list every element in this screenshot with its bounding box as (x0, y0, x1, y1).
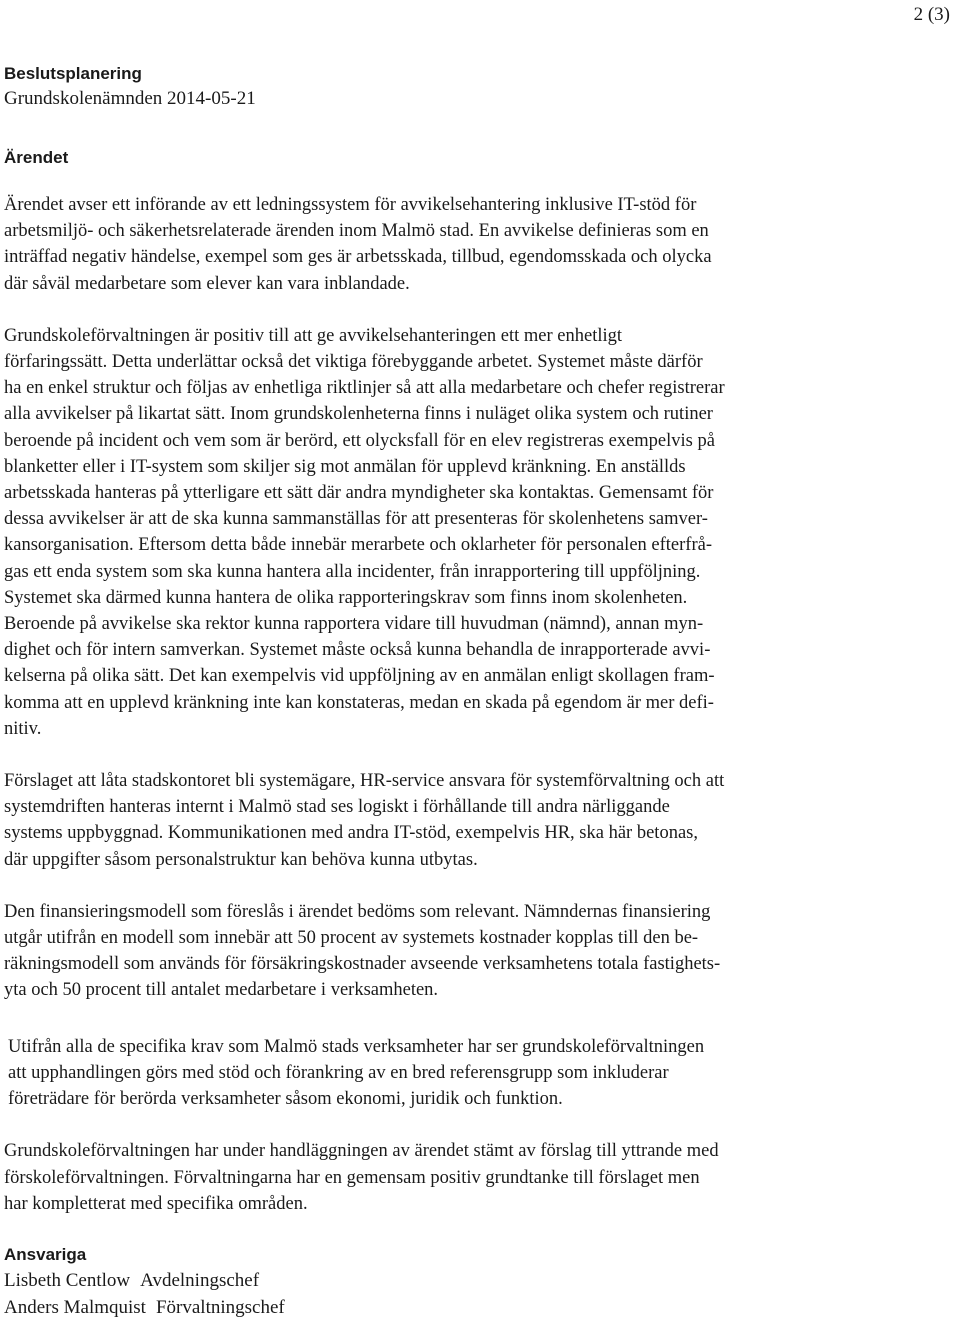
paragraph-line: dighet och för intern samverkan. Systemet måste också kunna behandla de inrapporterade avvi- (4, 640, 711, 661)
paragraph-line: yta och 50 procent till antalet medarbetare i verksamheten. (4, 980, 439, 1001)
paragraph-line: kelserna på olika sätt. Det kan exempelvis vid uppföljning av en anmälan enligt skollagen fram- (4, 666, 715, 687)
paragraph-line: företrädare för berörda verksamheter såsom ekonomi, juridik och funktion. (8, 1089, 563, 1110)
paragraph-line: Ärendet avser ett införande av ett ledningssystem för avvikelsehantering inklusive IT-stöd för (4, 195, 697, 215)
paragraph-3 (4, 768, 956, 873)
paragraph-line: arbetsmiljö- och säkerhetsrelaterade ärenden inom Malmö stad. En avvikelse definieras som en (4, 221, 709, 242)
paragraph-4 (4, 899, 956, 1004)
paragraph-line: Grundskoleförvaltningen är positiv till att ge avvikelsehanteringen ett mer enhetligt (4, 325, 623, 346)
paragraph-line: utgår utifrån en modell som innebär att 50 procent av systemets kostnader kopplas till den be- (4, 928, 699, 949)
person-name: Lisbeth Centlow (4, 1269, 131, 1291)
person-role: Förvaltningschef (155, 1296, 285, 1318)
paragraph-line: systems uppbyggnad. Kommunikationen med andra IT-stöd, exempelvis HR, ska här betonas, (4, 823, 698, 844)
paragraph-line: förfaringssätt. Detta underlättar också det viktiga förebyggande arbetet. Systemet måste därför (4, 352, 703, 373)
paragraph-2 (4, 323, 956, 742)
paragraph-line: räkningsmodell som används för försäkringskostnader avseende verksamhetens totala fastighets- (4, 954, 721, 975)
paragraph-line: Den finansieringsmodell som föreslås i ärendet bedöms som relevant. Nämndernas finansiering (4, 901, 711, 922)
paragraph-line: Grundskoleförvaltningen har under handläggningen av ärendet stämt av förslag till yttrande med (4, 1141, 719, 1162)
paragraph-line: att upphandlingen görs med stöd och förankring av en bred referensgrupp som inkluderar (8, 1062, 669, 1083)
paragraph-line: nitiv. (4, 718, 42, 739)
document-body (4, 62, 956, 1321)
paragraph-line: förskoleförvaltningen. Förvaltningarna har en gemensam positiv grundtanke till förslaget men (4, 1167, 700, 1188)
paragraph-6 (4, 1138, 956, 1217)
paragraph-line: systemdriften hanteras internt i Malmö stad ses logiskt i förhållande till andra närliggande (4, 797, 670, 818)
paragraph-line: Systemet ska därmed kunna hantera de olika rapporteringskrav som finns inom skolenheten. (4, 587, 688, 608)
paragraph-line: har kompletterat med specifika områden. (4, 1193, 308, 1214)
paragraph-line: Förslaget att låta stadskontoret bli systemägare, HR-service ansvara för systemförvaltning och att (4, 771, 725, 792)
paragraph-line: där uppgifter såsom personalstruktur kan behöva kunna utbytas. (4, 849, 478, 870)
paragraph-line: arbetsskada hanteras på ytterligare ett sätt där andra myndigheter ska kontaktas. Gemensamt för (4, 483, 714, 504)
paragraph-line: beroende på incident och vem som är berörd, ett olycksfall för en elev registreras exempelvis på (4, 430, 715, 451)
paragraph-5 (4, 1034, 956, 1113)
paragraph-line: där såväl medarbetare som elever kan vara inblandade. (4, 273, 410, 294)
person-name: Anders Malmquist (4, 1296, 146, 1318)
page-number: 2 (3) (913, 4, 950, 25)
responsible-person (4, 1267, 956, 1294)
paragraph-line: ha en enkel struktur och följas av enhetliga riktlinjer så att alla medarbetare och chefer registrerar (4, 378, 725, 399)
document-title: Beslutsplanering (4, 64, 142, 83)
responsible-person (4, 1294, 956, 1321)
section-heading-ansvariga: Ansvariga (4, 1244, 87, 1264)
paragraph-line: komma att en upplevd kränkning inte kan konstateras, medan en skada på egendom är mer defi- (4, 692, 714, 713)
paragraph-line: Utifrån alla de specifika krav som Malmö stads verksamheter har ser grundskoleförvaltningen (8, 1036, 705, 1057)
paragraph-line: gas ett enda system som ska kunna hantera alla incidenter, från inrapportering till uppföljning. (4, 561, 701, 582)
paragraph-line: kansorganisation. Eftersom detta både innebär merarbete och oklarheter för personalen efterfrå- (4, 535, 712, 556)
paragraph-1 (4, 192, 956, 297)
paragraph-line: alla avvikelser på likartat sätt. Inom grundskolenheterna finns i nuläget olika system och rutiner (4, 404, 713, 425)
paragraph-line: inträffad negativ händelse, exempel som ges är arbetsskada, tillbud, egendomsskada och olycka (4, 247, 712, 268)
document-subtitle: Grundskolenämnden 2014-05-21 (4, 88, 256, 109)
paragraph-line: Beroende på avvikelse ska rektor kunna rapportera vidare till huvudman (nämnd), annan myn- (4, 614, 704, 635)
section-heading-arendet: Ärendet (4, 148, 69, 167)
paragraph-line: dessa avvikelser är att de ska kunna sammanställas för att presenteras för skolenhetens samver- (4, 509, 708, 530)
person-role: Avdelningschef (140, 1269, 260, 1291)
paragraph-line: blanketter eller i IT-system som skiljer sig mot anmälan för upplevd kränkning. En anställds (4, 456, 686, 477)
